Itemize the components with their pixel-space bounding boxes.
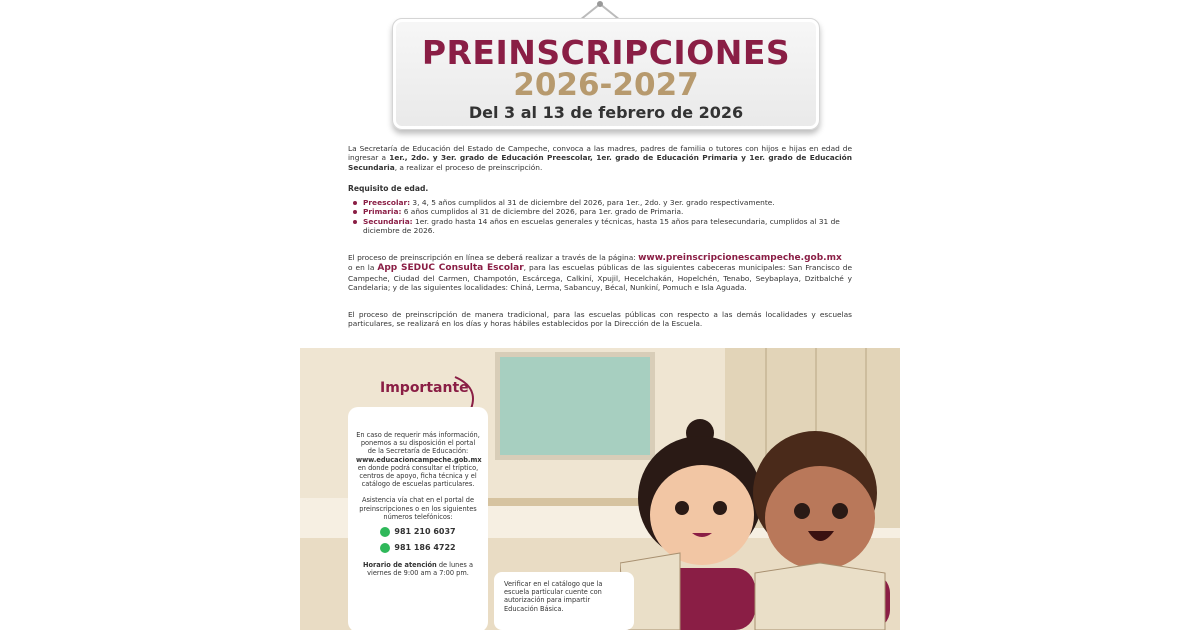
whatsapp-icon [380,527,390,537]
important-box [348,407,488,630]
list-item [348,217,852,236]
list-item [348,207,852,216]
whatsapp-icon [380,543,390,553]
intro-text-a: La Secretaría de Educación del Estado de Campeche, convoca a las madres, padres de familia o tutores con hijos e hijas en edad de ingresar a [348,144,852,163]
intro-paragraph [348,144,852,172]
hours-label: Horario de atención [362,561,437,570]
traditional-paragraph: El proceso de preinscripción de manera tradicional, para las escuelas públicas con respecto a las demás localidades y escuelas particulares, se realizará en los días y horas hábiles establecidos por la Dirección de la Escuela. [348,310,852,329]
bullet-icon [353,210,357,214]
online-text-b: o en la [348,263,378,273]
phone-number: 981 210 6037 [394,526,456,536]
list-item [348,198,852,207]
poster [300,0,900,630]
education-portal-link[interactable]: www.educacioncampeche.gob.mx [356,455,482,464]
important-text-2: en donde podrá consultar el tríptico, centros de apoyo, ficha técnica y el catálogo de escuelas particulares. [357,463,479,489]
requirements-title: Requisito de edad. [348,184,429,193]
kids-illustration [620,403,890,630]
phone-number: 981 186 4722 [394,542,456,552]
intro-text-c: , a realizar el proceso de preinscripción. [394,162,543,172]
important-text-3: Asistencia vía chat en el portal de preinscripciones o en los siguientes números telefónicos: [359,496,477,521]
item-label: Preescolar: [363,198,411,207]
sign-title: PREINSCRIPCIONES [421,33,791,72]
bullet-icon [353,201,357,205]
item-label: Primaria: [363,207,402,217]
sign-years: 2026-2027 [513,67,699,103]
online-text-c: , para las escuelas públicas de las siguientes cabeceras municipales: San Francisco de Campeche, Ciudad del Carmen, Champotón, Escárcega, Calkiní, Xpujil, Hecelchakán, Hopelchén, Tenabo, Seybaplaya, Dzitbalché y Candelaria; y de las siguientes localidades: Chiná, Lerma, Sabancuy, Bécal, Nunkiní, Pomuch e Isla Aguada. [348,263,852,293]
online-text-a: El proceso de preinscripción en línea se deberá realizar a través de la página: [348,253,639,262]
item-text: 1er. grado hasta 14 años en escuelas generales y técnicas, hasta 15 años para telesecundaria, cumplidos al 31 de diciembre de 2026. [363,216,840,236]
important-text-1: En caso de requerir más información, ponemos a su disposición el portal de la Secretaría de Educación: [356,431,480,456]
hours-text: de lunes a viernes de 9:00 am a 7:00 pm. [367,561,473,578]
intro-text-bold: 1er., 2do. y 3er. grado de Educación Preescolar, 1er. grado de Educación Primaria y 1er. grado de Educación Secundaria [348,153,853,172]
bullet-icon [353,220,357,224]
phone-row[interactable] [356,543,480,553]
title-sign [392,18,820,130]
online-paragraph [348,253,852,293]
phone-row[interactable] [356,527,480,537]
requirements-list [348,198,852,236]
app-name: App SEDUC Consulta Escolar [377,263,524,274]
preinscription-link[interactable]: www.preinscripcionescampeche.gob.mx [638,253,842,263]
note-box: Verificar en el catálogo que la escuela particular cuente con autorización para impartir Educación Básica. [494,572,634,630]
item-label: Secundaria: [363,216,413,226]
sign-dates: Del 3 al 13 de febrero de 2026 [468,103,744,122]
important-title: Importante [380,380,469,396]
item-text: 6 años cumplidos al 31 de diciembre del 2026, para 1er. grado de Primaria. [401,207,684,217]
item-text: 3, 4, 5 años cumplidos al 31 de diciembre del 2026, para 1er., 2do. y 3er. grado respectivamente. [410,198,775,207]
